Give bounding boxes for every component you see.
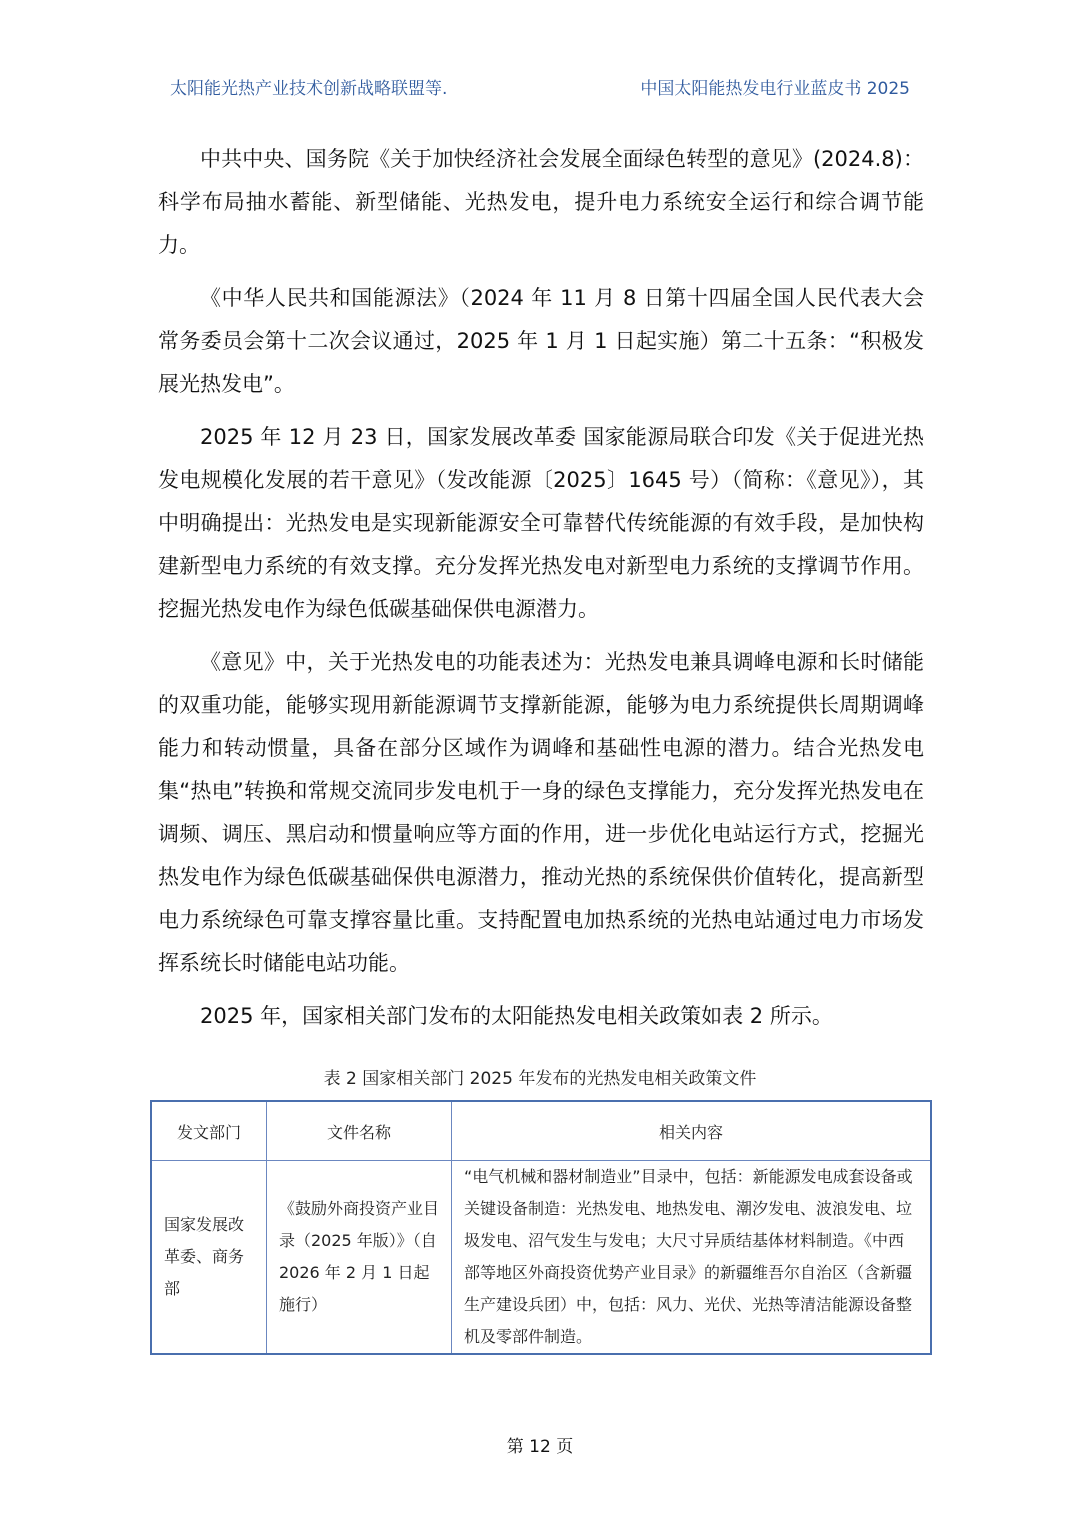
header-left-text: 太阳能光热产业技术创新战略联盟等.: [170, 79, 448, 99]
header-right-text: 中国太阳能热发电行业蓝皮书 2025: [640, 79, 910, 99]
column-header-content: 相关内容: [452, 1101, 932, 1161]
paragraph: 2025 年 12 月 23 日，国家发展改革委 国家能源局联合印发《关于促进光热发电规模化发展的若干意见》（发改能源〔2025〕1645 号）（简称：《意见》），其中明确提出：光热发电是实现新能源安全可靠替代传统能源的有效手段，是加快构建新型电力系统的有效支撑。充分发挥光热发电对新型电力系统的支撑调节作用。挖掘光热发电作为绿色低碳基础保供电源潜力。: [158, 425, 924, 621]
body-text: [158, 138, 924, 1048]
table-row: [151, 1161, 931, 1355]
paragraph: 《意见》中，关于光热发电的功能表述为：光热发电兼具调峰电源和长时储能的双重功能，能够实现用新能源调节支撑新能源，能够为电力系统提供长周期调峰能力和转动惯量，具备在部分区域作为调峰和基础性电源的潜力。结合光热发电集“热电”转换和常规交流同步发电机于一身的绿色支撑能力，充分发挥光热发电在调频、调压、黑启动和惯量响应等方面的作用，进一步优化电站运行方式，挖掘光热发电作为绿色低碳基础保供电源潜力，推动光热的系统保供价值转化，提高新型电力系统绿色可靠支撑容量比重。支持配置电加热系统的光热电站通过电力市场发挥系统长时储能电站功能。: [158, 650, 924, 975]
page-number: 第 12 页: [506, 1437, 574, 1457]
cell-content: “电气机械和器材制造业”目录中，包括：新能源发电成套设备或关键设备制造：光热发电、地热发电、潮汐发电、波浪发电、垃圾发电、沼气发生与发电；大尺寸异质结基体材料制造。《中西部等地区外商投资优势产业目录》的新疆维吾尔自治区（含新疆生产建设兵团）中，包括：风力、光伏、光热等清洁能源设备整机及零部件制造。: [452, 1161, 932, 1355]
cell-dept: 国家发展改革委、商务部: [151, 1161, 267, 1355]
paragraph: 中共中央、国务院《关于加快经济社会发展全面绿色转型的意见》(2024.8)：科学布局抽水蓄能、新型储能、光热发电，提升电力系统安全运行和综合调节能力。: [158, 147, 924, 257]
policy-table: [150, 1100, 932, 1355]
table-header-row: [151, 1101, 931, 1161]
table-caption: 表 2 国家相关部门 2025 年发布的光热发电相关政策文件: [323, 1069, 757, 1089]
paragraph: 《中华人民共和国能源法》（2024 年 11 月 8 日第十四届全国人民代表大会常务委员会第十二次会议通过，2025 年 1 月 1 日起实施）第二十五条：“积极发展光热发电”。: [158, 286, 924, 396]
column-header-doc: 文件名称: [267, 1101, 452, 1161]
cell-doc: 《鼓励外商投资产业目录（2025 年版）》（自 2026 年 2 月 1 日起施行）: [267, 1161, 452, 1355]
column-header-dept: 发文部门: [151, 1101, 267, 1161]
paragraph: 2025 年，国家相关部门发布的太阳能热发电相关政策如表 2 所示。: [200, 1004, 833, 1028]
